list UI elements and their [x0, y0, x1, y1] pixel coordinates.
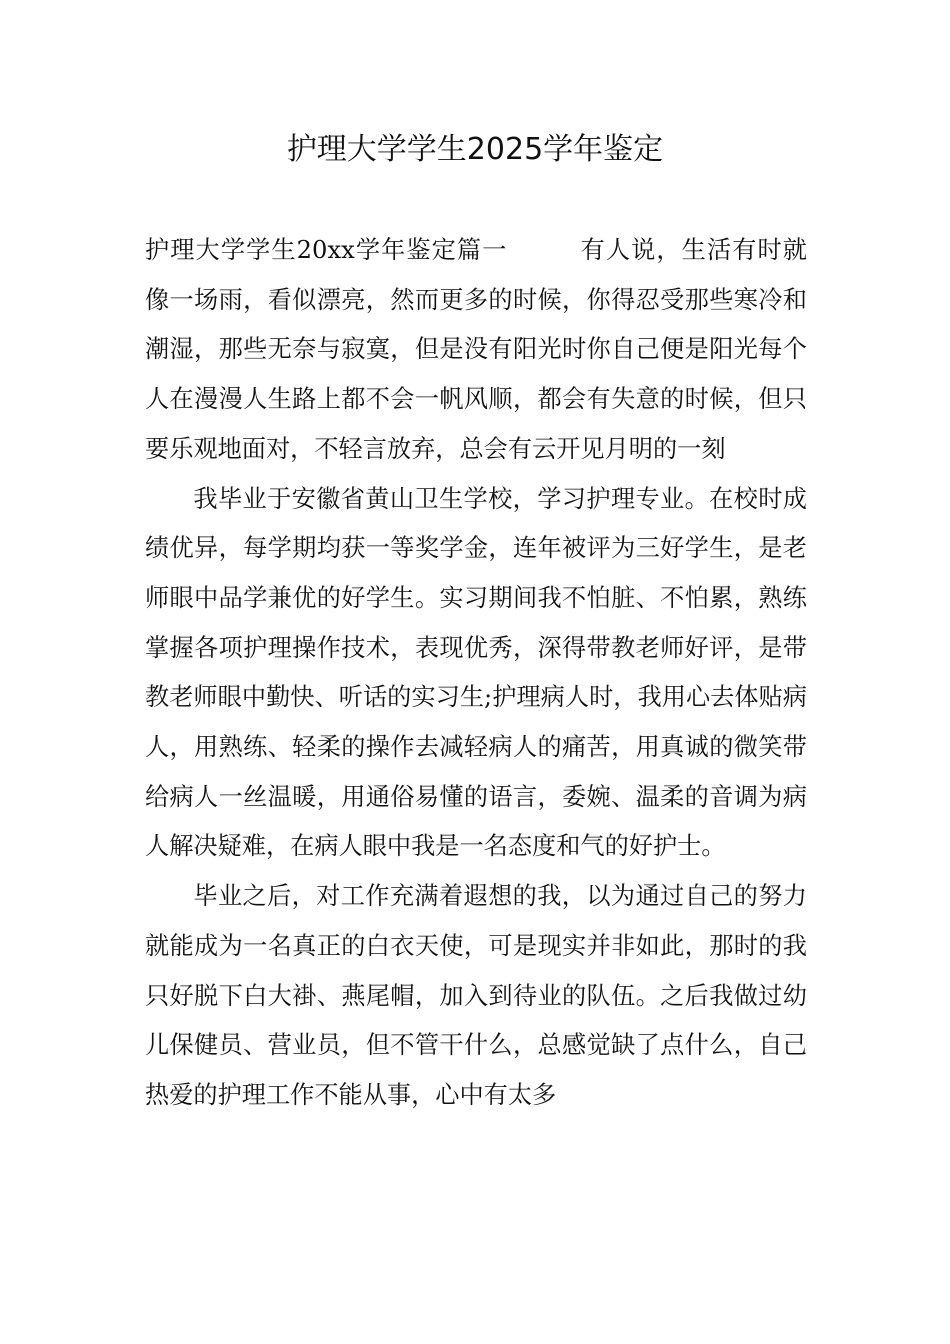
paragraph-1-text: 有人说，生活有时就像一场雨，看似漂亮，然而更多的时候，你得忍受那些寒冷和潮湿，那些无奈与寂寞，但是没有阳光时你自己便是阳光每个人在漫漫人生路上都不会一帆风顺，都会有失意的时候，但只要乐观地面对，不轻言放弃，总会有云开见月明的一刻	[145, 236, 807, 463]
paragraph-3: 毕业之后，对工作充满着遐想的我，以为通过自己的努力就能成为一名真正的白衣天使，可是现实并非如此，那时的我只好脱下白大褂、燕尾帽，加入到待业的队伍。之后我做过幼儿保健员、营业员，但不管干什么，总感觉缺了点什么，自己热爱的护理工作不能从事，心中有太多	[145, 882, 807, 1109]
paragraph-1	[145, 226, 807, 475]
paragraph-1-lead: 护理大学学生20xx学年鉴定篇一	[145, 236, 508, 264]
document-body	[145, 226, 807, 1121]
paragraph-2: 我毕业于安徽省黄山卫生学校，学习护理专业。在校时成绩优异，每学期均获一等奖学金，连年被评为三好学生，是老师眼中品学兼优的好学生。实习期间我不怕脏、不怕累，熟练掌握各项护理操作技术，表现优秀，深得带教老师好评，是带教老师眼中勤快、听话的实习生;护理病人时，我用心去体贴病人，用熟练、轻柔的操作去减轻病人的痛苦，用真诚的微笑带给病人一丝温暖，用通俗易懂的语言，委婉、温柔的音调为病人解决疑难，在病人眼中我是一名态度和气的好护士。	[145, 484, 807, 861]
document-title: 护理大学学生2025学年鉴定	[286, 132, 664, 167]
